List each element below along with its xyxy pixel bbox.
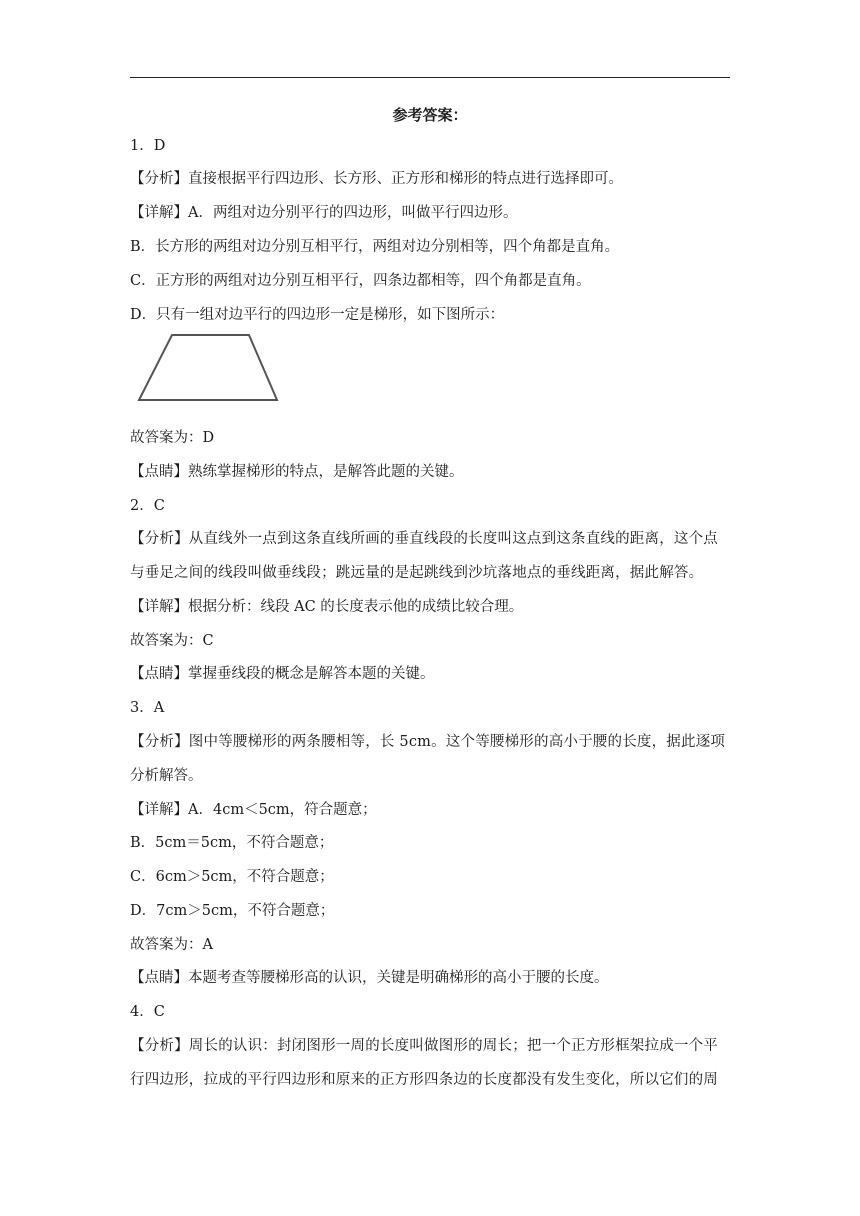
q1-detail-d: D．只有一组对边平行的四边形一定是梯形，如下图所示： [130, 307, 505, 323]
q1-detail-c: C．正方形的两组对边分别互相平行，四条边都相等，四个角都是直角。 [130, 273, 591, 289]
q4-analysis-line2: 行四边形，拉成的平行四边形和原来的正方形四条边的长度都没有发生变化，所以它们的周 [130, 1072, 718, 1088]
q3-analysis-line2: 分析解答。 [130, 768, 203, 784]
q3-analysis-line1: 【分析】图中等腰梯形的两条腰相等，长 5cm。这个等腰梯形的高小于腰的长度，据此逐项 [130, 734, 726, 750]
q2-analysis-line1: 【分析】从直线外一点到这条直线所画的垂直线段的长度叫这点到这条直线的距离，这个点 [130, 531, 718, 547]
q1-analysis: 【分析】直接根据平行四边形、长方形、正方形和梯形的特点进行选择即可。 [130, 171, 623, 187]
q2-comment: 【点睛】掌握垂线段的概念是解答本题的关键。 [130, 666, 435, 682]
page-title: 参考答案： [392, 106, 468, 124]
q1-number: 1．D [130, 138, 166, 154]
q4-analysis-line1: 【分析】周长的认识：封闭图形一周的长度叫做图形的周长；把一个正方形框架拉成一个平 [130, 1038, 718, 1054]
q1-answer: 故答案为：D [130, 430, 215, 446]
q3-detail-b: B．5cm＝5cm，不符合题意； [130, 835, 334, 851]
q3-answer: 故答案为：A [130, 937, 213, 953]
trapezoid-shape [139, 335, 277, 400]
q3-detail-d: D．7cm＞5cm，不符合题意； [130, 903, 335, 919]
q2-detail: 【详解】根据分析：线段 AC 的长度表示他的成绩比较合理。 [130, 599, 524, 615]
q3-number: 3．A [130, 700, 165, 716]
q1-detail-b: B．长方形的两组对边分别互相平行，两组对边分别相等，四个角都是直角。 [130, 239, 620, 255]
trapezoid-figure [136, 332, 284, 406]
q1-comment: 【点睛】熟练掌握梯形的特点，是解答此题的关键。 [130, 464, 464, 480]
header-rule [130, 77, 730, 78]
q3-detail-a: 【详解】A．4cm＜5cm，符合题意； [130, 802, 377, 818]
q3-comment: 【点睛】本题考查等腰梯形高的认识，关键是明确梯形的高小于腰的长度。 [130, 970, 609, 986]
q4-number: 4．C [130, 1004, 165, 1020]
q1-detail-a: 【详解】A．两组对边分别平行的四边形，叫做平行四边形。 [130, 205, 518, 221]
q2-answer: 故答案为：C [130, 633, 214, 649]
q3-detail-c: C．6cm＞5cm，不符合题意； [130, 869, 334, 885]
q2-analysis-line2: 与垂足之间的线段叫做垂线段；跳远量的是起跳线到沙坑落地点的垂线距离，据此解答。 [130, 565, 704, 581]
q2-number: 2．C [130, 498, 165, 514]
